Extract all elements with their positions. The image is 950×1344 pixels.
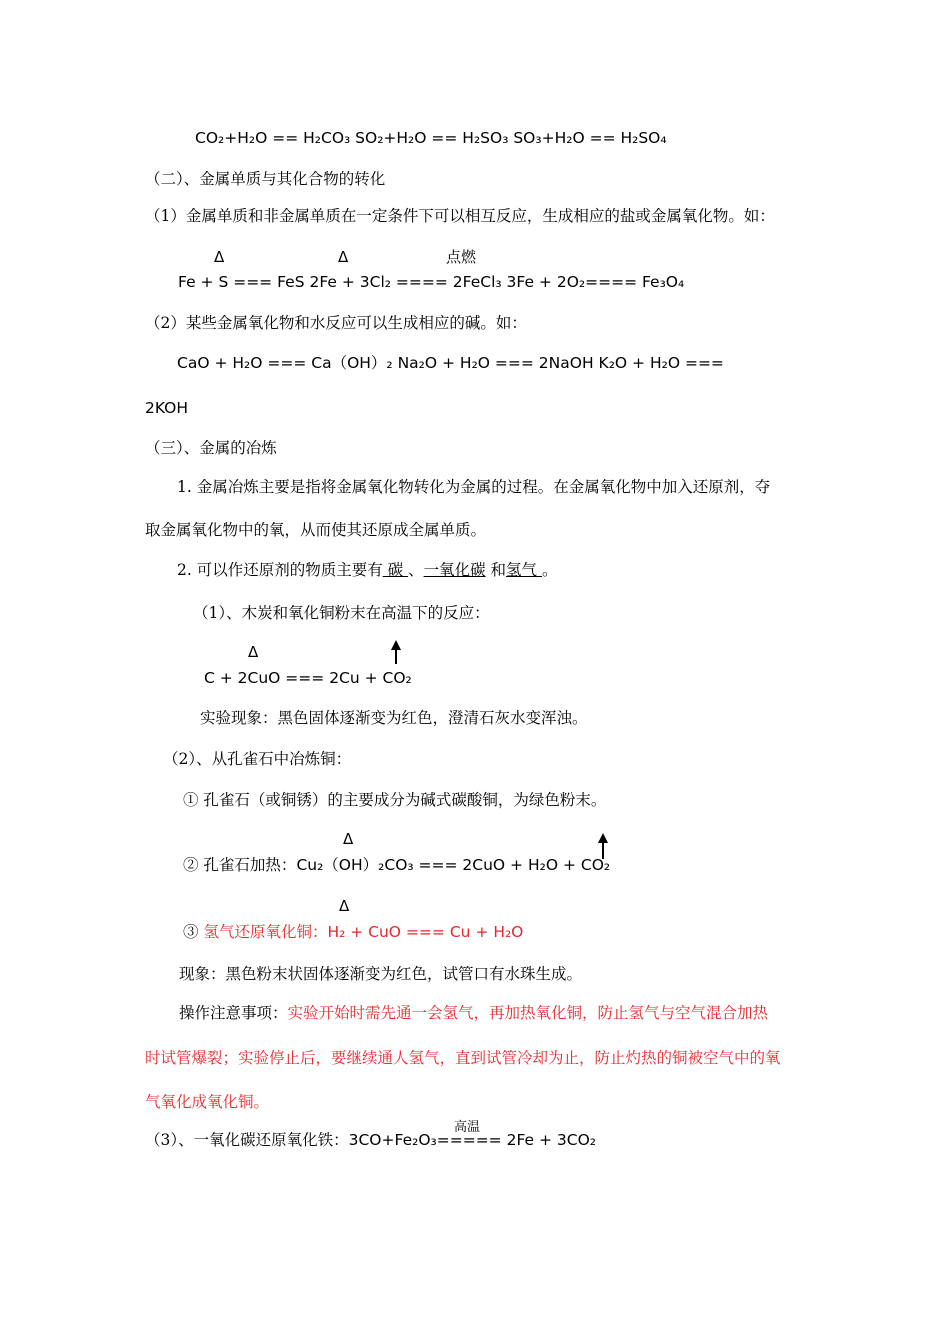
operation-notes-line-2: 时试管爆裂；实验停止后，要继续通人氢气，直到试管冷却为止，防止灼热的铜被空气中的氧 (145, 1049, 781, 1067)
item-hydrogen-reduction (183, 922, 523, 942)
paragraph-smelting-1: 1. 金属冶炼主要是指将金属氧化物转化为金属的过程。在金属氧化物中加入还原剂，夺 (177, 478, 771, 496)
equation-base-formation: CaO + H₂O === Ca（OH）₂ Na₂O + H₂O === 2NaOH K₂O + H₂O === (177, 354, 724, 372)
section-title-smelting: （三）、金属的冶炼 (145, 439, 277, 457)
section-title-metal-conversion: （二）、金属单质与其化合物的转化 (145, 170, 386, 188)
equation-co-iron-oxide: 3CO+Fe₂O₃===== 2Fe + 3CO₂ (348, 1131, 596, 1149)
subsection-carbon-reaction: （1）、木炭和氧化铜粉末在高温下的反应： (193, 604, 490, 622)
conjunction: 和 (485, 561, 507, 579)
item-label: ③ (183, 923, 204, 941)
paragraph-reducing-agents (177, 560, 558, 580)
condition-delta: Δ (248, 643, 259, 661)
condition-delta: Δ (339, 897, 350, 915)
operation-notes-label: 操作注意事项： (179, 1004, 288, 1022)
operation-notes-line-1 (179, 1003, 768, 1023)
equation-base-formation-end: 2KOH (145, 399, 189, 417)
condition-delta: Δ (338, 248, 349, 266)
condition-ignite: 点燃 (446, 248, 477, 266)
equation-metal-nonmetal: Fe + S === FeS 2Fe + 3Cl₂ ==== 2FeCl₃ 3Fe + 2O₂==== Fe₃O₄ (178, 273, 685, 291)
equation-hydrogen-copper-oxide: H₂ + CuO === Cu + H₂O (327, 923, 524, 941)
separator: 、 (408, 561, 424, 579)
condition-delta: Δ (214, 248, 225, 266)
paragraph-oxide-water: （2）某些金属氧化物和水反应可以生成相应的碱。如： (145, 314, 527, 332)
condition-high-temperature: 高温 (454, 1120, 481, 1135)
equation-malachite-decomposition: Cu₂（OH）₂CO₃ === 2CuO + H₂O + CO₂ (296, 856, 611, 874)
item-hydrogen-reduction-label: 氢气还原氧化铜： (203, 923, 328, 941)
operation-notes-text: 实验开始时需先通一会氢气，再加热氧化铜，防止氢气与空气混合加热 (287, 1004, 769, 1022)
item-malachite-heating (183, 855, 610, 875)
item-malachite-composition: ① 孔雀石（或铜锈）的主要成分为碱式碳酸铜，为绿色粉末。 (183, 791, 607, 809)
paragraph-smelting-2: 取金属氧化物中的氧，从而使其还原成全属单质。 (145, 521, 487, 539)
equation-carbon-copper-oxide: C + 2CuO === 2Cu + CO₂ (204, 669, 412, 687)
paragraph-metal-nonmetal: （1）金属单质和非金属单质在一定条件下可以相互反应，生成相应的盐或金属氧化物。如： (145, 207, 775, 225)
operation-notes-line-3: 气氧化成氧化铜。 (145, 1093, 270, 1111)
equation-acid-formation: CO₂+H₂O == H₂CO₃ SO₂+H₂O == H₂SO₃ SO₃+H₂O == H₂SO₄ (195, 129, 667, 147)
observation-carbon-reaction: 实验现象：黑色固体逐渐变为红色，澄清石灰水变浑浊。 (200, 709, 588, 727)
period: 。 (541, 561, 558, 579)
item-label: ② 孔雀石加热： (183, 856, 297, 874)
condition-delta: Δ (343, 830, 354, 848)
answer-carbon-monoxide: 一氧化碳 (423, 561, 486, 579)
gas-up-arrow-icon (395, 642, 397, 664)
subsection-co-reduction (145, 1130, 596, 1150)
answer-hydrogen: 氢气 (506, 561, 542, 579)
phenomenon-hydrogen-reduction: 现象：黑色粉末状固体逐渐变为红色，试管口有水珠生成。 (179, 965, 583, 983)
subsection-co-reduction-label: （3）、一氧化碳还原氧化铁： (145, 1131, 349, 1149)
answer-carbon: 碳 (382, 561, 409, 579)
subsection-malachite: （2）、从孔雀石中冶炼铜： (163, 750, 352, 768)
reducing-agents-prefix: 2. 可以作还原剂的物质主要有 (177, 561, 383, 579)
